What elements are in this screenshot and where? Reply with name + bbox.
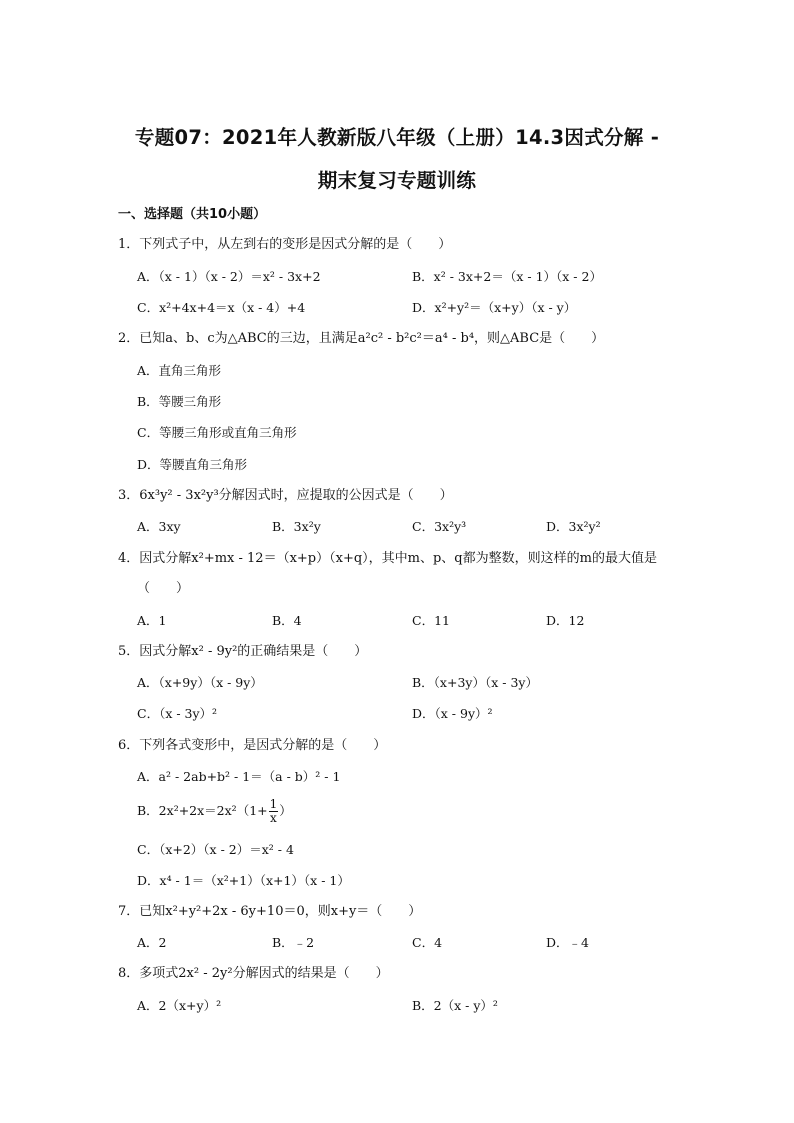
question-3-option-d: D．3x²y² xyxy=(546,519,601,534)
question-4-option-a: A．1 xyxy=(137,613,167,628)
question-2-option-d: D．等腰直角三角形 xyxy=(137,457,248,472)
question-7-option-b: B．﹣2 xyxy=(272,935,315,950)
question-6-option-c: C．（x+2）（x - 2）＝x² - 4 xyxy=(137,842,294,857)
question-6-stem: 6．下列各式变形中，是因式分解的是（ ） xyxy=(118,738,387,753)
question-2-stem: 2．已知a、b、c为△ABC的三边，且满足a²c² - b²c²＝a⁴ - b⁴，则△ABC是（ ） xyxy=(118,331,605,346)
question-7-option-c: C．4 xyxy=(412,935,443,950)
question-2-option-b: B．等腰三角形 xyxy=(137,394,222,409)
question-6-option-b-prefix: B．2x²+2x＝2x²（1+ xyxy=(137,803,268,818)
page-subtitle: 期末复习专题训练 xyxy=(317,169,477,192)
question-1-option-a: A．（x - 1）（x - 2）＝x² - 3x+2 xyxy=(137,269,321,284)
question-4-option-b: B．4 xyxy=(272,613,302,628)
question-6-option-b xyxy=(137,798,292,825)
question-4-stem-continued: （ ） xyxy=(137,581,190,596)
question-7-option-d: D．﹣4 xyxy=(546,935,589,950)
question-5-option-b: B．（x+3y）（x - 3y） xyxy=(412,675,538,690)
question-7-option-a: A．2 xyxy=(137,935,167,950)
question-1-option-c: C．x²+4x+4＝x（x - 4）+4 xyxy=(137,300,306,315)
question-2-option-a: A．直角三角形 xyxy=(137,363,222,378)
question-3-option-a: A．3xy xyxy=(137,519,181,534)
fraction-numerator: 1 xyxy=(269,797,278,811)
question-5-option-c: C．（x - 3y）² xyxy=(137,706,218,721)
question-7-stem: 7．已知x²+y²+2x - 6y+10＝0，则x+y＝（ ） xyxy=(118,904,422,919)
question-6-option-a: A．a² - 2ab+b² - 1＝（a - b）² - 1 xyxy=(137,769,341,784)
fraction-denominator: x xyxy=(270,811,277,825)
question-8-stem: 8．多项式2x² - 2y²分解因式的结果是（ ） xyxy=(118,966,389,981)
question-3-stem: 3．6x³y² - 3x²y³分解因式时，应提取的公因式是（ ） xyxy=(118,488,453,503)
question-8-option-a: A．2（x+y）² xyxy=(137,998,222,1013)
page-title: 专题07：2021年人教新版八年级（上册）14.3因式分解 - xyxy=(134,126,660,149)
question-8-option-b: B．2（x - y）² xyxy=(412,998,498,1013)
question-5-stem: 5．因式分解x² - 9y²的正确结果是（ ） xyxy=(118,644,368,659)
question-5-option-a: A．（x+9y）（x - 9y） xyxy=(137,675,263,690)
question-4-option-c: C．11 xyxy=(412,613,450,628)
question-5-option-d: D．（x - 9y）² xyxy=(412,706,493,721)
question-1-stem: 1．下列式子中，从左到右的变形是因式分解的是（ ） xyxy=(118,237,452,252)
question-6-option-b-suffix: ） xyxy=(279,803,292,818)
question-1-option-b: B．x² - 3x+2＝（x - 1）（x - 2） xyxy=(412,269,602,284)
question-1-option-d: D．x²+y²＝（x+y）（x - y） xyxy=(412,300,577,315)
question-3-option-c: C．3x²y³ xyxy=(412,519,467,534)
section-heading: 一、选择题（共10小题） xyxy=(118,207,267,222)
question-3-option-b: B．3x²y xyxy=(272,519,321,534)
question-4-stem: 4．因式分解x²+mx - 12＝（x+p）（x+q），其中m、p、q都为整数，则这样的m的最大值是 xyxy=(118,551,657,566)
question-4-option-d: D．12 xyxy=(546,613,585,628)
question-6-option-d: D．x⁴ - 1＝（x²+1）（x+1）（x - 1） xyxy=(137,873,350,888)
fraction xyxy=(269,798,279,825)
question-2-option-c: C．等腰三角形或直角三角形 xyxy=(137,425,297,440)
